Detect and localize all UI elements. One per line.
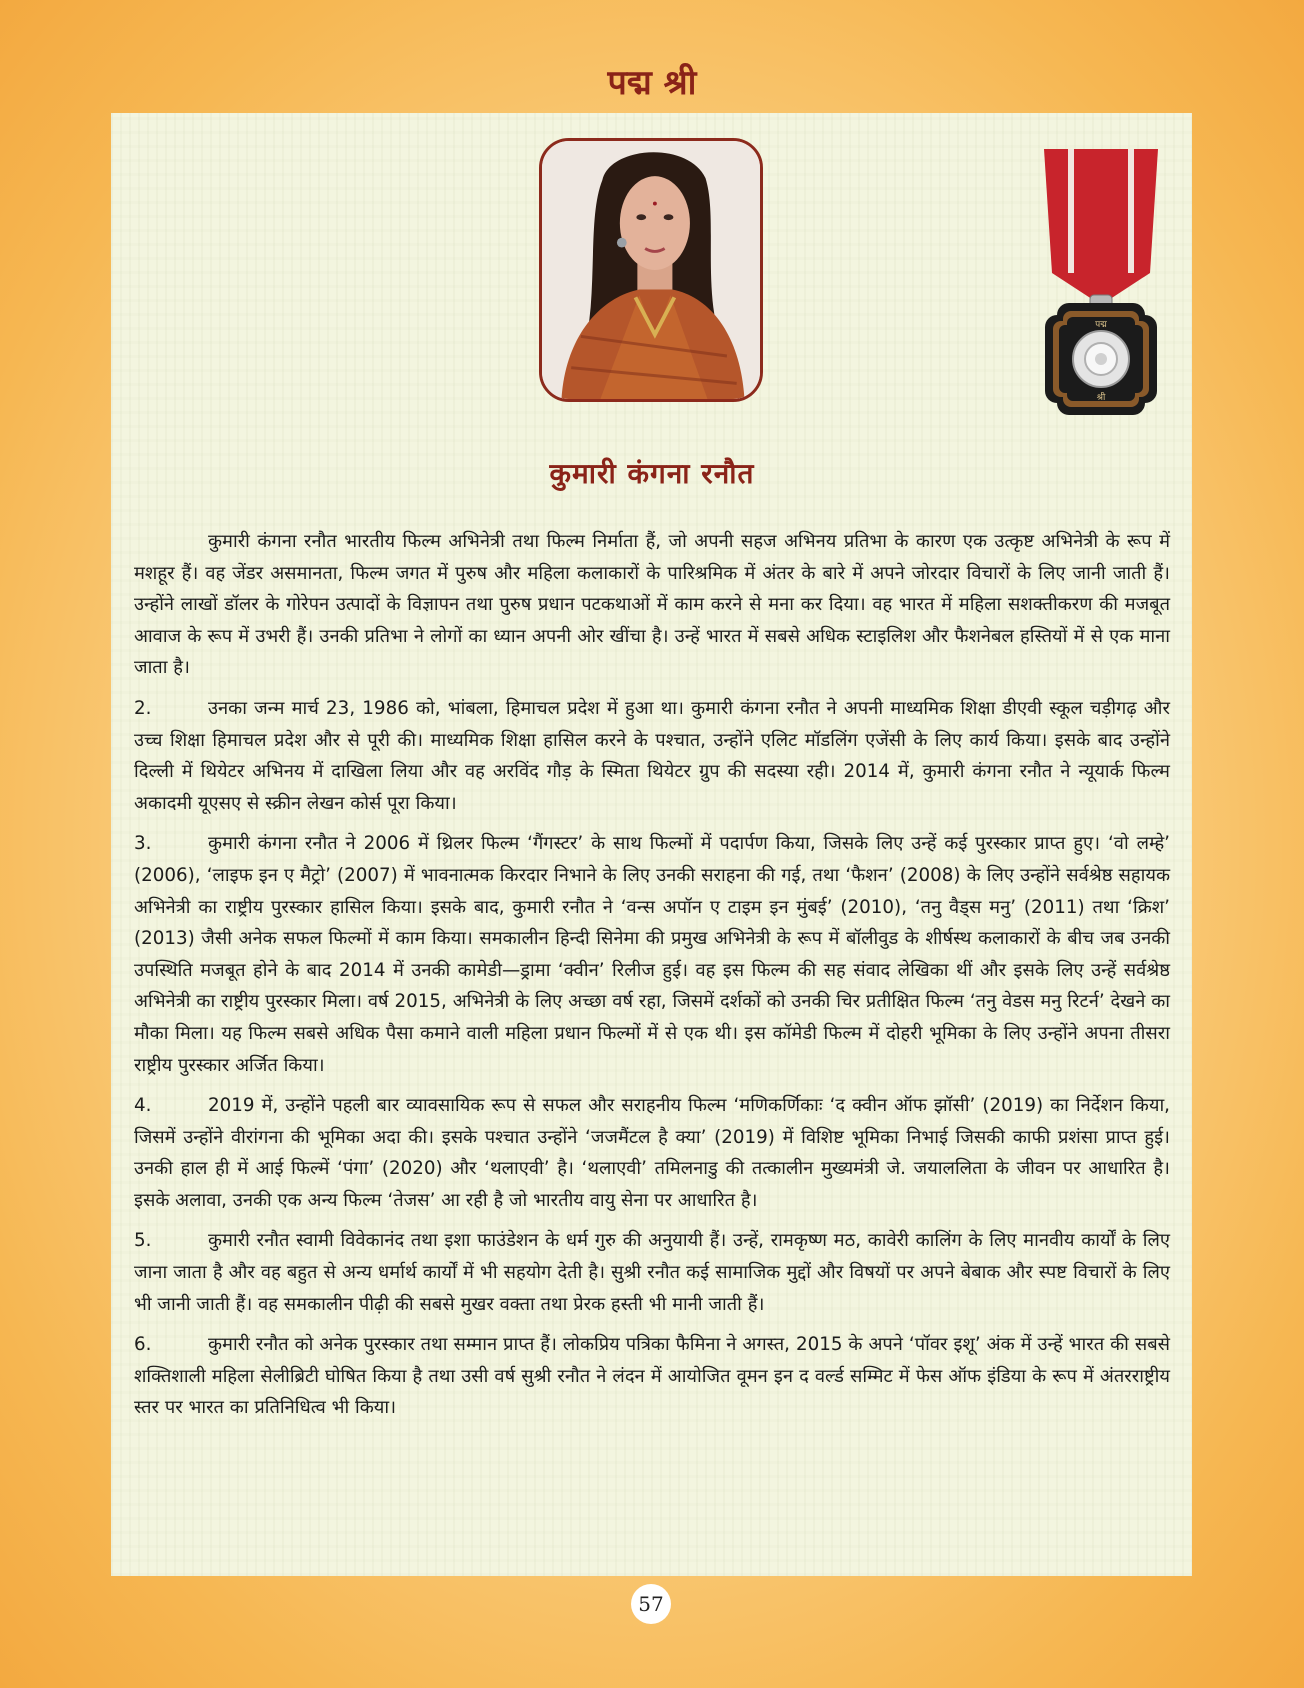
padma-shri-medal-icon xyxy=(1030,145,1172,417)
medal-inscription-top: पद्म xyxy=(1095,320,1107,330)
paragraph-3 xyxy=(134,828,1170,1081)
paragraph-number: 6. xyxy=(134,1334,152,1356)
biography-text xyxy=(134,526,1170,1433)
paragraph-4 xyxy=(134,1090,1170,1216)
paragraph-number: 5. xyxy=(134,1230,152,1252)
paragraph-number: 2. xyxy=(134,697,152,719)
paragraph-text: 2019 में, उन्होंने पहली बार व्यावसायिक रूप से सफल और सराहनीय फिल्म ‘मणिकर्णिकाः ‘द क्वीन ऑफ झॉसी’ (2019) का निर्देशन किया, जिसमें उन्होंने वीरांगना की भूमिका अदा की। इसके पश्चात उन्होंने ‘जजमैंटल है क्या’ (2019) में विशिष्ट भूमिका निभाई जिसकी काफी प्रशंसा प्राप्त हुई। उनकी हाल ही में आई फिल्में ‘पंगा’ (2020) और ‘थलाएवी’ है। ‘थलाएवी’ तमिलनाडु की तत्कालीन मुख्यमंत्री जे. जयाललिता के जीवन पर आधारित है। इसके अलावा, उनकी एक अन्य फिल्म ‘तेजस’ आ रही है जो भारतीय वायु सेना पर आधारित है। xyxy=(134,1095,1170,1211)
header-title: पद्म श्री xyxy=(607,63,697,103)
paragraph-1 xyxy=(134,526,1170,684)
paragraph-number: 4. xyxy=(134,1095,152,1117)
page-number: 57 xyxy=(631,1584,671,1624)
paragraph-text: उनका जन्म मार्च 23, 1986 को, भांबला, हिमाचल प्रदेश में हुआ था। कुमारी कंगना रनौत ने अपनी माध्यमिक शिक्षा डीएवी स्कूल चड़ीगढ़ और उच्च शिक्षा हिमाचल प्रदेश और से पूरी की। माध्यमिक शिक्षा हासिल करने के पश्चात, उन्होंने एलिट मॉडलिंग एजेंसी के लिए कार्य किया। इसके बाद उन्होंने दिल्ली में थियेटर अभिनय में दाखिला लिया और वह अरविंद गौड़ के स्मिता थियेटर ग्रुप की सदस्या रही। 2014 में, कुमारी कंगना रनौत ने न्यूयार्क फिल्म अकादमी यूएसए से स्क्रीन लेखन कोर्स पूरा किया। xyxy=(134,697,1170,814)
paragraph-2 xyxy=(134,693,1170,819)
medal-inscription-bottom: श्री xyxy=(1096,393,1106,403)
portrait-photo xyxy=(539,138,763,402)
paragraph-6 xyxy=(134,1329,1170,1424)
paragraph-text: कुमारी कंगना रनौत भारतीय फिल्म अभिनेत्री तथा फिल्म निर्माता हैं, जो अपनी सहज अभिनय प्रतिभा के कारण एक उत्कृष्ट अभिनेत्री के रूप में मशहूर हैं। वह जेंडर असमानता, फिल्म जगत में पुरुष और महिला कलाकारों के पारिश्रमिक में अंतर के बारे में अपने जोरदार विचारों के लिए जानी जाती हैं। उन्होंने लाखों डॉलर के गोरेपन उत्पादों के विज्ञापन तथा पुरुष प्रधान पटकथाओं में काम करने से मना कर दिया। वह भारत में महिला सशक्तीकरण की मजबूत आवाज के रूप में उभरी हैं। उनकी प्रतिभा ने लोगों का ध्यान अपनी ओर खींचा है। उन्हें भारत में सबसे अधिक स्टाइलिश और फैशनेबल हस्तियों में से एक माना जाता है। xyxy=(134,531,1170,679)
portrait-illustration xyxy=(542,141,760,399)
paragraph-text: कुमारी कंगना रनौत ने 2006 में थ्रिलर फिल्म ‘गैंगस्टर’ के साथ फिल्मों में पदार्पण किया, जिसके लिए उन्हें कई पुरस्कार प्राप्त हुए। ‘वो लम्हे’ (2006), ‘लाइफ इन ए मैट्रो’ (2007) में भावनात्मक किरदार निभाने के लिए उनकी सराहना की गई, तथा ‘फैशन’ (2008) के लिए उन्होंने सर्वश्रेष्ठ सहायक अभिनेत्री का राष्ट्रीय पुरस्कार हासिल किया। इसके बाद, कुमारी रनौत ने ‘वन्स अपॉन ए टाइम इन मुंबई’ (2010), ‘तनु वैड्स मनु’ (2011) तथा ‘क्रिश’ (2013) जैसी अनेक सफल फिल्मों में काम किया। समकालीन हिन्दी सिनेमा की प्रमुख अभिनेत्री के रूप में बॉलीवुड के शीर्षस्थ कलाकारों के बीच जब उनकी उपस्थिति मजबूत होने के बाद 2014 में उनकी कामेडी—ड्रामा ‘क्वीन’ रिलीज हुई। वह इस फिल्म की सह संवाद लेखिका थीं और इसके लिए उन्हें सर्वश्रेष्ठ अभिनेत्री का राष्ट्रीय पुरस्कार मिला। वर्ष 2015, अभिनेत्री के लिए अच्छा वर्ष रहा, जिसमें दर्शकों को उनकी चिर प्रतीक्षित फिल्म ‘तनु वेडस मनु रिटर्न’ देखने का मौका मिला। यह फिल्म सबसे अधिक पैसा कमाने वाली महिला प्रधान फिल्मों में से एक थी। इस कॉमेडी फिल्म में दोहरी भूमिका के लिए उन्होंने अपना तीसरा राष्ट्रीय पुरस्कार अर्जित किया। xyxy=(134,833,1170,1076)
paragraph-number: 3. xyxy=(134,833,152,855)
paragraph-text: कुमारी रनौत को अनेक पुरस्कार तथा सम्मान प्राप्त हैं। लोकप्रिय पत्रिका फैमिना ने अगस्त, 2015 के अपने ‘पॉवर इशू’ अंक में उन्हें भारत की सबसे शक्तिशाली महिला सेलीब्रिटी घोषित किया है तथा उसी वर्ष सुश्री रनौत ने लंदन में आयोजित वूमन इन द वर्ल्ड सम्मिट में फेस ऑफ इंडिया के रूप में अंतरराष्ट्रीय स्तर पर भारत का प्रतिनिधित्व भी किया। xyxy=(134,1334,1170,1419)
person-name: कुमारी कंगना रनौत xyxy=(549,457,755,490)
paragraph-5 xyxy=(134,1225,1170,1320)
paragraph-text: कुमारी रनौत स्वामी विवेकानंद तथा इशा फाउंडेशन के धर्म गुरु की अनुयायी हैं। उन्हें, रामकृष्ण मठ, कावेरी कालिंग के लिए मानवीय कार्यों के लिए जाना जाता है और वह बहुत से अन्य धर्मार्थ कार्यों में भी सहयोग देती है। सुश्री रनौत कई सामाजिक मुद्दों और विषयों पर अपने बेबाक और स्पष्ट विचारों के लिए भी जानी जाती हैं। वह समकालीन पीढ़ी की सबसे मुखर वक्ता तथा प्रेरक हस्ती भी मानी जाती हैं। xyxy=(134,1230,1170,1315)
